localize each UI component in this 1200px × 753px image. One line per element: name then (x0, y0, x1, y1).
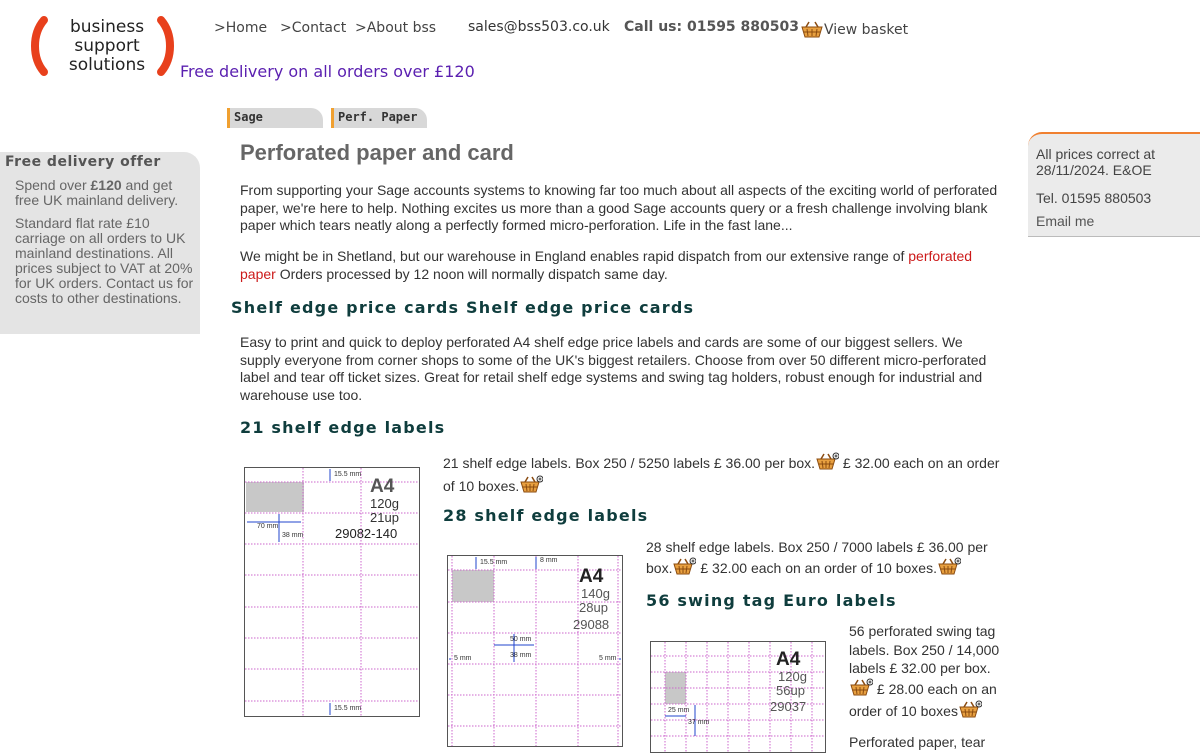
add-to-basket-icon[interactable] (815, 452, 839, 475)
sheet-diagram-21[interactable] (244, 467, 420, 717)
dim-label: 15.5 mm (334, 705, 362, 712)
logo-line-3: solutions (68, 55, 146, 75)
sheet-diagram-28[interactable] (447, 555, 623, 747)
dim-label: 8 mm (540, 557, 558, 564)
sheet-code-label: 29082-140 (335, 526, 398, 541)
section-paragraph: Easy to print and quick to deploy perforated A4 shelf edge price labels and cards are some of our biggest sellers. We supply everyone from corner shops to some of the UK's biggest retailers. Choose from over 50 different micro-perforated label and tear off ticket sizes. Great for retail shelf edge systems and swing tag holders, robust enough for industrial and warehouse use too. (240, 334, 987, 403)
add-to-basket-icon[interactable] (672, 557, 696, 580)
logo-text (57, 18, 157, 75)
sheet-up-label: 28up (579, 600, 608, 615)
dim-label: 38 mm (282, 532, 304, 539)
nav-contact-link[interactable]: >Contact (280, 20, 347, 36)
tab-sage[interactable]: Sage (227, 108, 323, 128)
right-box-phone: Tel. 01595 880503 (1036, 190, 1152, 206)
product-desc-28: 28 shelf edge labels. Box 250 / 7000 labels £ 36.00 per box. £ 32.00 each on an order of 10 boxes. (646, 537, 996, 580)
product-desc-56: 56 perforated swing tag labels. Box 250 / 14,000 labels £ 32.00 per box. £ 28.00 each on an order of 10 boxes Perforated paper, tear (849, 623, 1000, 750)
sheet-weight-label: 120g (778, 669, 807, 684)
view-basket-label: View basket (824, 22, 909, 38)
sheet-up-label: 21up (370, 510, 399, 525)
dim-label: 50 mm (510, 636, 532, 643)
logo-line-2: support (74, 36, 140, 56)
dim-label: 70 mm (257, 523, 279, 530)
free-delivery-offer-box (0, 152, 200, 334)
sheet-weight-label: 120g (370, 496, 399, 511)
sheet-up-label: 56up (776, 683, 805, 698)
add-to-basket-bulk-icon[interactable] (958, 700, 982, 723)
sheet-diagram-56[interactable] (650, 641, 826, 753)
shetland-paragraph: We might be in Shetland, but our warehouse in England enables rapid dispatch from our extensive range of perforated paper Orders processed by 12 noon will normally dispatch same day. (240, 248, 973, 282)
dim-label: 5 mm (454, 655, 472, 662)
carriage-info-text: Standard flat rate £10 carriage on all orders to UK mainland destinations. All prices subject to VAT at 20% for UK orders. Contact us for costs to other destinations. (15, 215, 194, 306)
dim-label: 5 mm (599, 655, 617, 662)
perforated-paper-link[interactable]: perforated paper (240, 248, 973, 282)
free-delivery-offer-title: Free delivery offer (5, 154, 161, 170)
intro-paragraph: From supporting your Sage accounts systems to knowing far too much about all aspects of the exciting world of perforated paper, we're here to help. Nothing excites us more than a good Sage accounts query or a fresh challenge involving blank paper which tears neatly along a perfectly formed micro-perforation. Life in the fast lane... (240, 182, 998, 233)
dim-label: 25 mm (668, 707, 690, 714)
tab-perf-paper[interactable]: Perf. Paper (331, 108, 427, 128)
sheet-size-label: A4 (776, 649, 801, 670)
sheet-size-label: A4 (579, 566, 604, 587)
free-delivery-offer-text: Spend over £120 and get free UK mainland delivery. (15, 177, 179, 208)
page-title: Perforated paper and card (240, 140, 514, 165)
email-me-link[interactable]: Email me (1036, 213, 1095, 229)
sheet-size-label: A4 (370, 476, 395, 497)
product-heading-28: 28 shelf edge labels (443, 506, 649, 525)
add-to-basket-icon[interactable] (849, 678, 873, 701)
prices-correct-note: All prices correct at 28/11/2024. E&OE (1036, 146, 1156, 178)
view-basket-link[interactable] (800, 20, 908, 38)
dim-label: 15.5 mm (334, 471, 362, 478)
product-desc-21: 21 shelf edge labels. Box 250 / 5250 labels £ 36.00 per box. £ 32.00 each on an order of 10 boxes. (443, 452, 1003, 498)
price-info-box (1028, 132, 1200, 237)
product-heading-21: 21 shelf edge labels (240, 418, 446, 437)
sheet-weight-label: 140g (581, 586, 610, 601)
logo-line-1: business (69, 17, 145, 37)
nav-home-link[interactable]: >Home (214, 20, 268, 36)
header-email-link[interactable]: sales@bss503.co.uk (468, 19, 610, 35)
nav-about-link[interactable]: >About bss (355, 20, 437, 36)
product-heading-56: 56 swing tag Euro labels (646, 591, 897, 610)
dim-label: 38 mm (510, 652, 532, 659)
header-phone: Call us: 01595 880503 (624, 19, 799, 35)
section-title: Shelf edge price cards Shelf edge price cards (231, 298, 695, 317)
basket-icon (800, 20, 824, 38)
free-delivery-banner: Free delivery on all orders over £120 (180, 62, 475, 81)
sheet-code-label: 29088 (573, 617, 610, 632)
dim-label: 15.5 mm (480, 559, 508, 566)
sheet-code-label: 29037 (770, 699, 807, 714)
product-desc-56-continued: Perforated paper, tear (849, 733, 986, 750)
add-to-basket-bulk-icon[interactable] (519, 475, 543, 498)
dim-label: 37 mm (688, 719, 710, 726)
add-to-basket-bulk-icon[interactable] (937, 557, 961, 580)
